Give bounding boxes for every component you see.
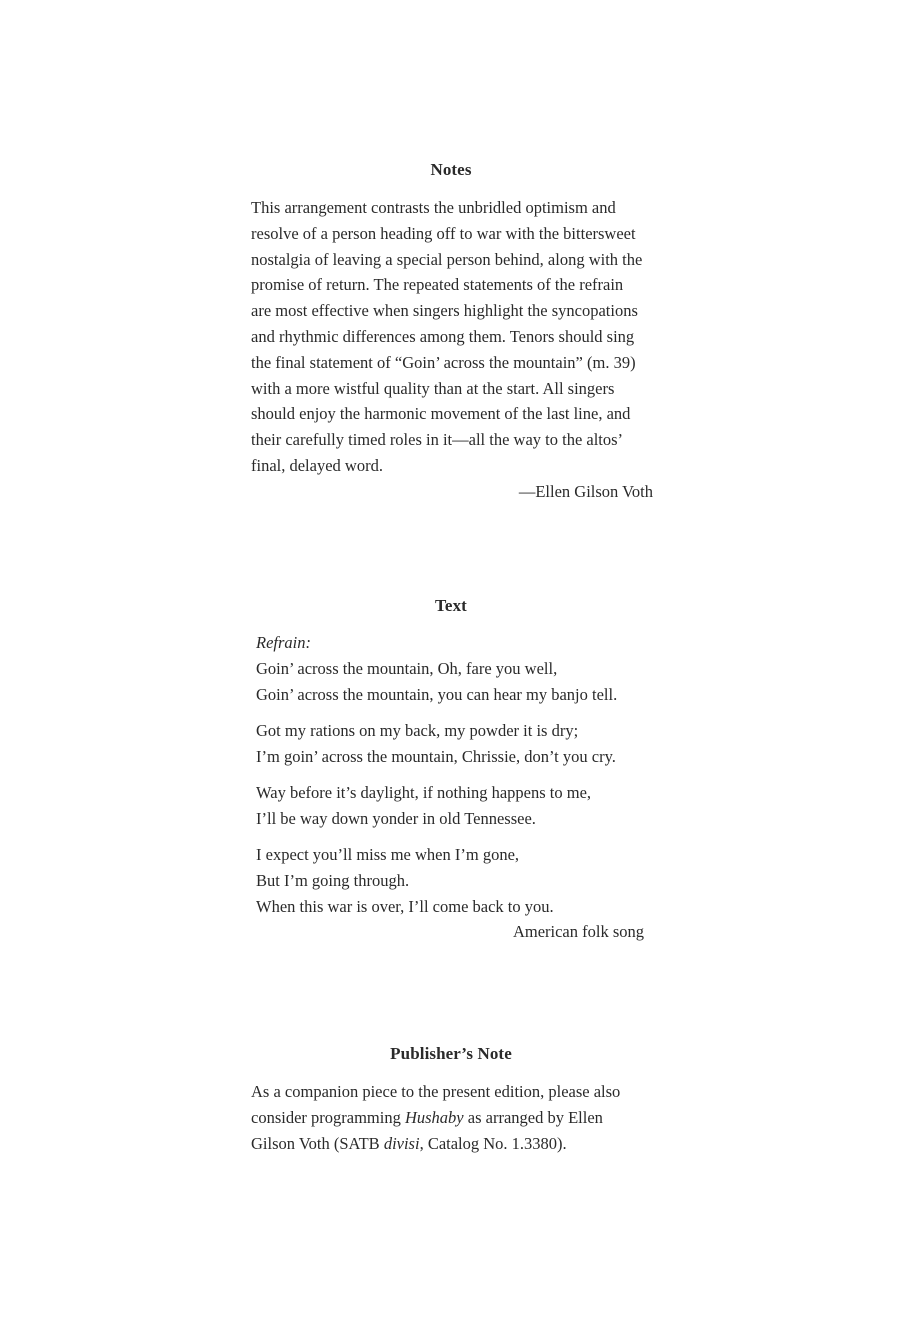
notes-line: the final statement of “Goin’ across the mountain” (m. 39) [251,352,636,372]
lyric-line: When this war is over, I’ll come back to you. [256,896,554,916]
refrain-label: Refrain: [256,633,311,652]
stanza [256,780,651,832]
text-section [251,596,651,945]
notes-line: their carefully timed roles in it—all the way to the altos’ [251,430,624,450]
publishers-note-text: Gilson Voth (SATB [251,1133,384,1153]
notes-line: should enjoy the harmonic movement of the last line, and [251,404,631,424]
publishers-note-line: As a companion piece to the present edition, please also [251,1082,621,1101]
notes-line: final, delayed word. [251,455,383,475]
notes-line: promise of return. The repeated statements of the refrain [251,275,624,295]
notes-line: resolve of a person heading off to war with the bittersweet [251,223,636,243]
publishers-note-text: , Catalog No. 1.3380). [419,1133,567,1153]
text-source: American folk song [512,922,644,942]
publishers-note-line [251,1105,651,1131]
notes-paragraph [251,195,651,479]
lyric-line: I’ll be way down yonder in old Tennessee. [256,808,536,828]
notes-line: with a more wistful quality than at the start. All singers [251,378,615,398]
notes-section [251,160,651,505]
lyric-line: I expect you’ll miss me when I’m gone, [256,845,520,865]
lyric-line: Goin’ across the mountain, you can hear my banjo tell. [256,684,618,704]
lyric-line: But I’m going through. [256,870,410,890]
notes-line: This arrangement contrasts the unbridled optimism and [251,198,616,217]
stanza [256,842,651,919]
notes-line: nostalgia of leaving a special person behind, along with the [251,249,643,269]
lyrics [251,630,651,919]
notes-line: and rhythmic differences among them. Tenors should sing [251,326,635,346]
notes-heading: Notes [430,160,472,179]
publishers-note-section [251,1044,651,1156]
publishers-note-text: consider programming [251,1107,405,1127]
notes-attribution: —Ellen Gilson Voth [518,481,653,501]
publishers-note-line [251,1131,651,1157]
publishers-note-heading: Publisher’s Note [390,1044,512,1063]
lyric-line: Way before it’s daylight, if nothing happens to me, [256,782,592,802]
work-title-hushaby: Hushaby [404,1107,464,1127]
notes-line: are most effective when singers highlight the syncopations [251,301,638,321]
stanza [256,718,651,770]
stanza-refrain [256,630,651,707]
divisi-term: divisi [383,1133,420,1153]
publishers-note-paragraph [251,1079,651,1156]
publishers-note-text: as arranged by Ellen [463,1107,603,1127]
lyric-line: Got my rations on my back, my powder it is dry; [256,720,579,740]
lyric-line: Goin’ across the mountain, Oh, fare you well, [256,658,558,678]
lyric-line: I’m goin’ across the mountain, Chrissie, don’t you cry. [256,746,616,766]
text-heading: Text [435,596,467,615]
